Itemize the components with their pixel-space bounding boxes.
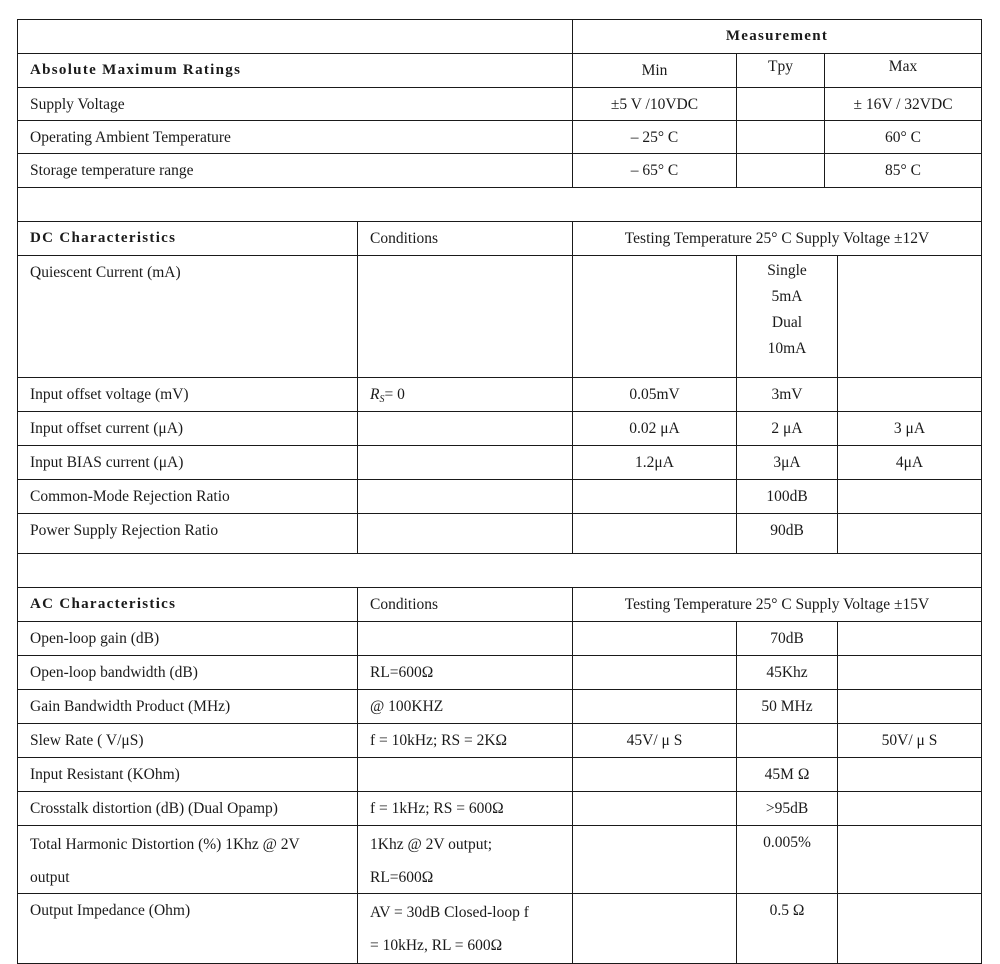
- typ-value: 50 MHz: [737, 690, 838, 724]
- condition-value: @ 100KHZ: [358, 690, 573, 724]
- max-value: [838, 894, 982, 964]
- absolute-header-row: [17, 54, 982, 88]
- table-row: [17, 514, 982, 554]
- condition-subscript: S: [379, 394, 385, 405]
- row-label: Quiescent Current (mA): [17, 256, 358, 378]
- absolute-title: Absolute Maximum Ratings: [17, 54, 573, 88]
- max-value: 85° C: [825, 154, 982, 188]
- dc-header-row: [17, 222, 982, 256]
- typ-line: 5mA: [771, 288, 803, 305]
- condition-variable: R: [370, 386, 380, 403]
- condition-line: 1Khz @ 2V output;: [370, 836, 493, 853]
- ac-title: AC Characteristics: [17, 588, 358, 622]
- condition-value: [358, 412, 573, 446]
- row-label: Common-Mode Rejection Ratio: [17, 480, 358, 514]
- row-label-line: Total Harmonic Distortion (%) 1Khz @ 2V: [30, 836, 300, 853]
- min-value: [573, 826, 737, 894]
- condition-value: [358, 446, 573, 480]
- condition-line: = 10kHz, RL = 600Ω: [370, 937, 503, 954]
- table-row: [17, 121, 982, 154]
- row-label: Operating Ambient Temperature: [17, 121, 573, 154]
- max-value: [838, 758, 982, 792]
- min-value: [573, 758, 737, 792]
- col-typ-heading: Tpy: [737, 54, 825, 88]
- condition-value: f = 10kHz; RS = 2KΩ: [358, 724, 573, 758]
- typ-line: Dual: [771, 314, 803, 331]
- condition-rest: = 0: [384, 386, 405, 403]
- row-label: Input BIAS current (μA): [17, 446, 358, 480]
- table-row: [17, 378, 982, 412]
- table-row: [17, 724, 982, 758]
- min-value: 45V/ μ S: [573, 724, 737, 758]
- max-value: [838, 378, 982, 412]
- spacer-cell: [17, 554, 982, 588]
- max-value: 50V/ μ S: [838, 724, 982, 758]
- typ-value: [737, 256, 838, 378]
- typ-value: 0.5 Ω: [737, 894, 838, 964]
- col-min-heading: Min: [573, 54, 737, 88]
- ac-conditions-heading: Conditions: [358, 588, 573, 622]
- table-row: [17, 758, 982, 792]
- min-value: [573, 656, 737, 690]
- condition-value: RL=600Ω: [358, 656, 573, 690]
- row-label: Input offset current (μA): [17, 412, 358, 446]
- max-value: [838, 656, 982, 690]
- max-value: [838, 514, 982, 554]
- condition-value: [358, 480, 573, 514]
- condition-value: [358, 758, 573, 792]
- table-row: [17, 792, 982, 826]
- table-row: [17, 894, 982, 964]
- col-max-heading: Max: [825, 54, 982, 88]
- ac-testing-heading: Testing Temperature 25° C Supply Voltage ±15V: [573, 588, 982, 622]
- condition-value: [358, 894, 573, 964]
- row-label: [17, 826, 358, 894]
- min-value: [573, 514, 737, 554]
- row-label: Input Resistant (KOhm): [17, 758, 358, 792]
- condition-line: RL=600Ω: [370, 869, 434, 886]
- min-value: ±5 V /10VDC: [573, 88, 737, 121]
- table-row: [17, 690, 982, 724]
- row-label: Open-loop gain (dB): [17, 622, 358, 656]
- typ-value: 0.005%: [737, 826, 838, 894]
- row-label: Open-loop bandwidth (dB): [17, 656, 358, 690]
- typ-value: 45Khz: [737, 656, 838, 690]
- typ-value: 3mV: [737, 378, 838, 412]
- spec-table: [17, 19, 982, 954]
- table-row: [17, 88, 982, 121]
- max-value: [838, 480, 982, 514]
- max-value: [838, 622, 982, 656]
- typ-value: [737, 88, 825, 121]
- table-row: [17, 446, 982, 480]
- row-label: Crosstalk distortion (dB) (Dual Opamp): [17, 792, 358, 826]
- header-blank-cell: [17, 19, 573, 54]
- max-value: [838, 256, 982, 378]
- table-row: [17, 826, 982, 894]
- table-row: [17, 412, 982, 446]
- dc-conditions-heading: Conditions: [358, 222, 573, 256]
- condition-value: [358, 622, 573, 656]
- header-row: [17, 19, 982, 54]
- typ-value: 100dB: [737, 480, 838, 514]
- max-value: 3 μA: [838, 412, 982, 446]
- dc-testing-heading: Testing Temperature 25° C Supply Voltage ±12V: [573, 222, 982, 256]
- typ-value: [737, 121, 825, 154]
- table-row: [17, 622, 982, 656]
- max-value: ± 16V / 32VDC: [825, 88, 982, 121]
- typ-value: 70dB: [737, 622, 838, 656]
- condition-value: [358, 378, 573, 412]
- typ-line: Single: [767, 262, 807, 279]
- min-value: [573, 894, 737, 964]
- row-label: Power Supply Rejection Ratio: [17, 514, 358, 554]
- table-row: [17, 154, 982, 188]
- ac-header-row: [17, 588, 982, 622]
- row-label: Storage temperature range: [17, 154, 573, 188]
- typ-value: [737, 724, 838, 758]
- table-row: [17, 656, 982, 690]
- max-value: 60° C: [825, 121, 982, 154]
- max-value: [838, 690, 982, 724]
- measurement-heading: Measurement: [573, 19, 982, 54]
- min-value: [573, 622, 737, 656]
- condition-value: [358, 514, 573, 554]
- min-value: 0.02 μA: [573, 412, 737, 446]
- row-label: Slew Rate ( V/μS): [17, 724, 358, 758]
- row-label: Gain Bandwidth Product (MHz): [17, 690, 358, 724]
- spacer-row: [17, 188, 982, 222]
- min-value: 1.2μA: [573, 446, 737, 480]
- row-label: Supply Voltage: [17, 88, 573, 121]
- min-value: – 65° C: [573, 154, 737, 188]
- typ-value: 90dB: [737, 514, 838, 554]
- dc-title: DC Characteristics: [17, 222, 358, 256]
- table-row: [17, 256, 982, 378]
- condition-value: [358, 256, 573, 378]
- typ-value: 45M Ω: [737, 758, 838, 792]
- max-value: [838, 826, 982, 894]
- typ-value: 3μA: [737, 446, 838, 480]
- typ-line: 10mA: [767, 340, 807, 357]
- condition-value: f = 1kHz; RS = 600Ω: [358, 792, 573, 826]
- min-value: 0.05mV: [573, 378, 737, 412]
- condition-line: AV = 30dB Closed-loop f: [370, 904, 529, 921]
- typ-value: >95dB: [737, 792, 838, 826]
- row-label: Input offset voltage (mV): [17, 378, 358, 412]
- min-value: [573, 792, 737, 826]
- typ-value: 2 μA: [737, 412, 838, 446]
- min-value: [573, 690, 737, 724]
- condition-value: [358, 826, 573, 894]
- min-value: – 25° C: [573, 121, 737, 154]
- min-value: [573, 256, 737, 378]
- spacer-cell: [17, 188, 982, 222]
- max-value: 4μA: [838, 446, 982, 480]
- table-row: [17, 480, 982, 514]
- row-label-line: output: [30, 869, 70, 886]
- min-value: [573, 480, 737, 514]
- max-value: [838, 792, 982, 826]
- row-label: Output Impedance (Ohm): [17, 894, 358, 964]
- spacer-row: [17, 554, 982, 588]
- typ-value: [737, 154, 825, 188]
